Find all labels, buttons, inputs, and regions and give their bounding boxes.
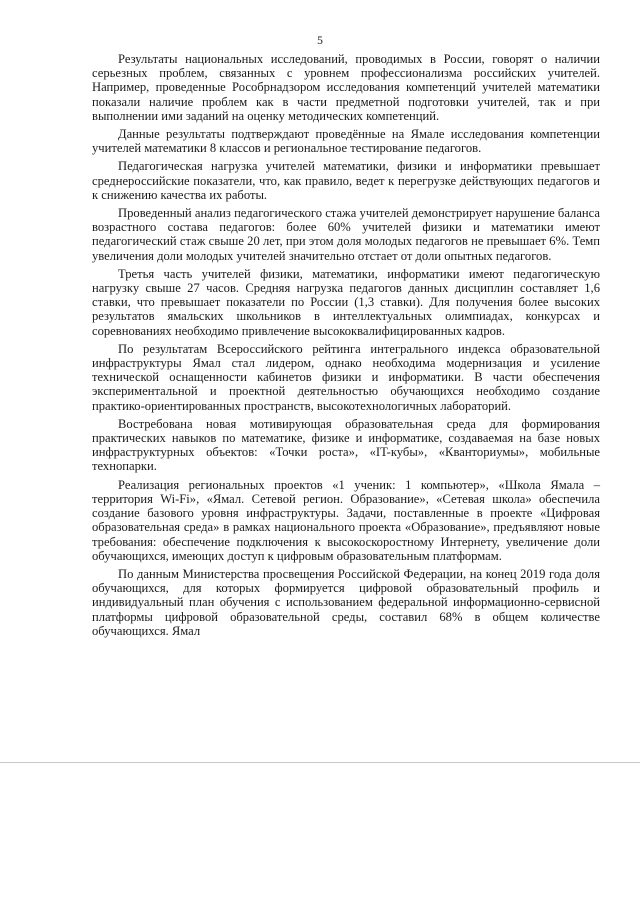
paragraph-experience-analysis: Проведенный анализ педагогического стажа учителей демонстрирует нарушение баланса возрастного состава педагогов: более 60% учителей физики и математики имеют педагогический стаж свыше 20 лет, при этом доля молодых педагогов не превышает 6%. Темп увеличения доли молодых учителей значительно отстает от доли опытных педагогов.	[92, 206, 600, 263]
paragraph-infrastructure-rating: По результатам Всероссийского рейтинга интегрального индекса образовательной инфраструктуры Ямал стал лидером, однако необходима модернизация и усиление технической оснащенности кабинетов физики и информатики. В части обеспечения экспериментальной и проектной деятельностью обучающихся необходимо создание практико-ориентированных пространств, высокотехнологичных лабораторий.	[92, 341, 600, 413]
paragraph-ministry-data: По данным Министерства просвещения Российской Федерации, на конец 2019 года доля обучающихся, для которых формируется цифровой образовательный профиль и индивидуальный план обучения с использованием федеральной информационно-сервисной платформы цифровой образовательной среды, составил 68% в общем количестве обучающихся. Ямал	[92, 566, 600, 638]
paragraph-teaching-load: Педагогическая нагрузка учителей математики, физики и информатики превышает среднероссийские показатели, что, как правило, ведет к перегрузке действующих педагогов и к снижению качества их работы.	[92, 159, 600, 202]
paragraph-motivating-environment: Востребована новая мотивирующая образовательная среда для формирования практических навыков по математике, физике и информатике, создаваемая на базе новых инфраструктурных объектов: «Точки роста», «IT-кубы», «Кванториумы», мобильные технопарки.	[92, 416, 600, 474]
scan-edge-divider	[0, 762, 640, 763]
paragraph-national-research: Результаты национальных исследований, проводимых в России, говорят о наличии серьезных проблем, связанных с уровнем профессионализма российских учителей. Например, проведенные Рособрнадзором исследования компетенций учителей математики показали наличие проблем как в части предметной подготовки учителей, так и при выполнении ими заданий на оценку методических компетенций.	[92, 52, 600, 123]
page-number: 5	[317, 35, 323, 47]
paragraph-yamal-research: Данные результаты подтверждают проведённые на Ямале исследования компетенции учителей математики 8 классов и региональное тестирование педагогов.	[92, 127, 600, 156]
paragraph-regional-projects: Реализация региональных проектов «1 ученик: 1 компьютер», «Школа Ямала – территория Wi-Fi», «Ямал. Сетевой регион. Образование», «Сетевая школа» обеспечила создание базового уровня инфраструктуры. Задачи, поставленные в проекте «Цифровая образовательная среда» в рамках национального проекта «Образование», предъявляют новые требования: обеспечение подключения к высокоскоростному Интернету, увеличение доли обучающихся, имеющих доступ к цифровым образовательным платформам.	[92, 477, 600, 563]
paragraph-third-of-teachers: Третья часть учителей физики, математики, информатики имеют педагогическую нагрузку свыше 27 часов. Средняя нагрузка педагогов данных дисциплин составляет 1,6 ставки, что превышает показатели по России (1,3 ставки). Для получения более высоких результатов ямальских школьников в интеллектуальных олимпиадах, конкурсах и соревнованиях необходимо привлечение высококвалифицированных кадров.	[92, 266, 600, 338]
document-body	[92, 52, 600, 642]
